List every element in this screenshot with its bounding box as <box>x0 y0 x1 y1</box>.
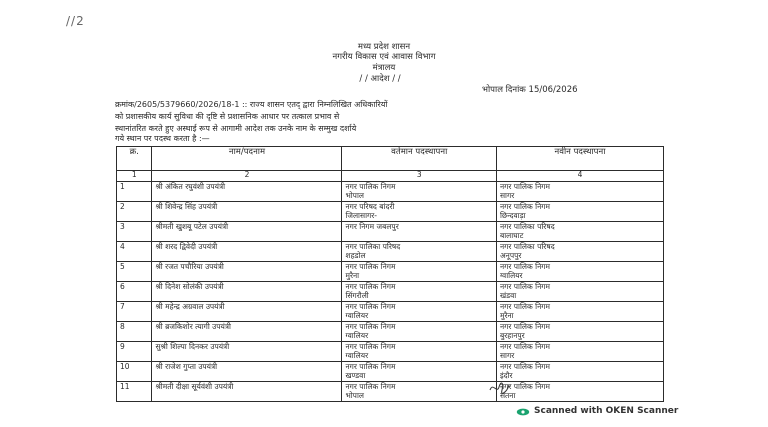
table-row <box>117 362 664 382</box>
scanner-watermark-text: Scanned with OKEN Scanner <box>534 406 679 416</box>
new-posting-line: नगर पालिक निगम <box>499 282 550 291</box>
row-new-posting <box>496 262 663 282</box>
new-posting-line: इंदौर <box>499 370 513 380</box>
table-row <box>117 202 664 222</box>
new-posting-line: सतना <box>499 390 516 400</box>
new-posting-line: नगर पालिक निगम <box>499 302 550 311</box>
column-number: 1 <box>117 171 152 182</box>
header-order-title: / / आदेश / / <box>359 74 401 84</box>
new-posting-line: नगर पालिक निगम <box>499 182 550 191</box>
new-posting-line: बुरहानपुर <box>499 330 525 340</box>
row-current-posting <box>342 262 496 282</box>
new-posting-line: सागर <box>499 190 515 200</box>
order-paragraph-line: क्रमांक/2605/5379660/2026/18-1 :: राज्य शासन एतद् द्वारा निम्नलिखित अधिकारियों <box>115 100 388 109</box>
order-paragraph-line: स्थानांतरित करते हुए अस्थाई रूप से आगामी आदेश तक उनके नाम के सम्मुख दर्शाये <box>115 124 357 133</box>
table-row <box>117 302 664 322</box>
row-current-posting <box>342 282 496 302</box>
table-header-row <box>117 147 664 171</box>
current-posting-line: नगर पालिक निगम <box>345 322 396 331</box>
new-posting-line: बालाघाट <box>499 230 524 240</box>
new-posting-line: नगर पालिका परिषद <box>499 242 555 251</box>
row-name: श्री रजत पचौरिया उपयंत्री <box>152 262 342 282</box>
row-new-posting <box>496 382 663 402</box>
row-name: श्री दिनेश सोलंकी उपयंत्री <box>152 282 342 302</box>
new-posting-line: नगर पालिक निगम <box>499 202 550 211</box>
row-current-posting <box>342 382 496 402</box>
current-posting-line: नगर पालिक निगम <box>345 282 396 291</box>
row-current-posting <box>342 222 496 242</box>
row-serial: 4 <box>117 242 152 262</box>
header-department: नगरीय विकास एवं आवास विभाग <box>332 52 436 62</box>
row-serial: 2 <box>117 202 152 222</box>
row-name: श्री अंकित रघुवंशी उपयंत्री <box>152 182 342 202</box>
new-posting-line: नगर पालिक निगम <box>499 262 550 271</box>
row-new-posting <box>496 302 663 322</box>
row-name: श्रीमती दीक्षा सूर्यवंशी उपयंत्री <box>152 382 342 402</box>
row-new-posting <box>496 242 663 262</box>
current-posting-line: नगर पालिक निगम <box>345 302 396 311</box>
new-posting-line: नगर पालिक निगम <box>499 362 550 371</box>
row-serial: 3 <box>117 222 152 242</box>
current-posting-line: नगर पालिक निगम <box>345 262 396 271</box>
current-posting-line: नगर पालिक निगम <box>345 182 396 191</box>
current-posting-line: नगर पालिक निगम <box>345 362 396 371</box>
current-posting-line: नगर पालिका परिषद <box>345 242 401 251</box>
row-new-posting <box>496 342 663 362</box>
row-current-posting <box>342 362 496 382</box>
order-date: भोपाल दिनांक 15/06/2026 <box>482 85 578 95</box>
table-row <box>117 242 664 262</box>
table-row <box>117 262 664 282</box>
row-serial: 10 <box>117 362 152 382</box>
row-name: श्री ब्रजकिशोर त्यागी उपयंत्री <box>152 322 342 342</box>
row-current-posting <box>342 302 496 322</box>
order-paragraph-line: गये स्थान पर पदस्थ करता है :— <box>115 134 210 143</box>
row-current-posting <box>342 242 496 262</box>
row-serial: 9 <box>117 342 152 362</box>
row-serial: 11 <box>117 382 152 402</box>
table-row <box>117 322 664 342</box>
current-posting-line: नगर पालिक निगम <box>345 342 396 351</box>
current-posting-line: नगर परिषद बांदरी <box>345 202 395 211</box>
row-name: श्रीमती खुशबू पटेल उपयंत्री <box>152 222 342 242</box>
current-posting-line: सिंगरौली <box>345 290 369 300</box>
row-current-posting <box>342 322 496 342</box>
row-current-posting <box>342 202 496 222</box>
table-row <box>117 382 664 402</box>
table-row <box>117 222 664 242</box>
transfer-table <box>116 146 664 402</box>
new-posting-line: ग्वालियर <box>499 270 523 280</box>
row-serial: 7 <box>117 302 152 322</box>
row-new-posting <box>496 222 663 242</box>
current-posting-line: भोपाल <box>345 190 364 200</box>
new-posting-line: मुरैना <box>499 310 514 320</box>
current-posting-line: खण्डवा <box>345 370 366 380</box>
new-posting-line: नगर पालिका परिषद <box>499 222 555 231</box>
column-number: 3 <box>342 171 496 182</box>
current-posting-line: शहडोल <box>345 250 366 260</box>
current-posting-line: ग्वालियर <box>345 310 369 320</box>
header-name: नाम/पदनाम <box>152 147 342 171</box>
header-ministry: मंत्रालय <box>372 63 396 73</box>
current-posting-line: ग्वालियर <box>345 350 369 360</box>
new-posting-line: सागर <box>499 350 515 360</box>
row-new-posting <box>496 182 663 202</box>
header-government: मध्य प्रदेश शासन <box>357 42 411 52</box>
current-posting-line: नगर निगम जबलपुर <box>345 222 399 231</box>
current-posting-line: मुरैना <box>345 270 360 280</box>
new-posting-line: खंडवा <box>499 290 517 300</box>
column-number: 2 <box>152 171 342 182</box>
scanner-watermark <box>518 406 678 416</box>
header-serial: क्र. <box>117 147 152 171</box>
new-posting-line: छिन्दवाड़ा <box>499 210 526 220</box>
row-name: श्री राजेश गुप्ता उपयंत्री <box>152 362 342 382</box>
column-number: 4 <box>496 171 663 182</box>
table-row <box>117 282 664 302</box>
row-current-posting <box>342 182 496 202</box>
new-posting-line: नगर पालिक निगम <box>499 342 550 351</box>
row-name: श्री महेन्द्र अग्रवाल उपयंत्री <box>152 302 342 322</box>
row-serial: 5 <box>117 262 152 282</box>
row-name: सुश्री शिल्पा दिनकर उपयंत्री <box>152 342 342 362</box>
current-posting-line: जिलासागर- <box>345 210 378 220</box>
row-new-posting <box>496 362 663 382</box>
row-serial: 1 <box>117 182 152 202</box>
new-posting-line: नगर पालिक निगम <box>499 322 550 331</box>
current-posting-line: नगर पालिक निगम <box>345 382 396 391</box>
row-new-posting <box>496 202 663 222</box>
new-posting-line: नगर पालिक निगम <box>499 382 550 391</box>
current-posting-line: ग्वालियर <box>345 330 369 340</box>
row-serial: 8 <box>117 322 152 342</box>
row-new-posting <box>496 322 663 342</box>
row-current-posting <box>342 342 496 362</box>
top-handwritten-mark: //2 <box>66 14 85 28</box>
header-new-posting: नवीन पदस्थापना <box>496 147 663 171</box>
signature-scribble <box>488 380 510 396</box>
order-paragraph-line: को प्रशासकीय कार्य सुविधा की दृष्टि से प्रशासनिक आधार पर तत्काल प्रभाव से <box>115 112 340 121</box>
current-posting-line: भोपाल <box>345 390 364 400</box>
table-row <box>117 342 664 362</box>
row-name: श्री शिवेन्द्र सिंह उपयंत्री <box>152 202 342 222</box>
table-column-number-row <box>117 171 664 182</box>
table-row <box>117 182 664 202</box>
row-name: श्री शरद द्विवेदी उपयंत्री <box>152 242 342 262</box>
header-current-posting: वर्तमान पदस्थापना <box>342 147 496 171</box>
row-new-posting <box>496 282 663 302</box>
row-serial: 6 <box>117 282 152 302</box>
new-posting-line: अनूपपुर <box>499 250 522 260</box>
